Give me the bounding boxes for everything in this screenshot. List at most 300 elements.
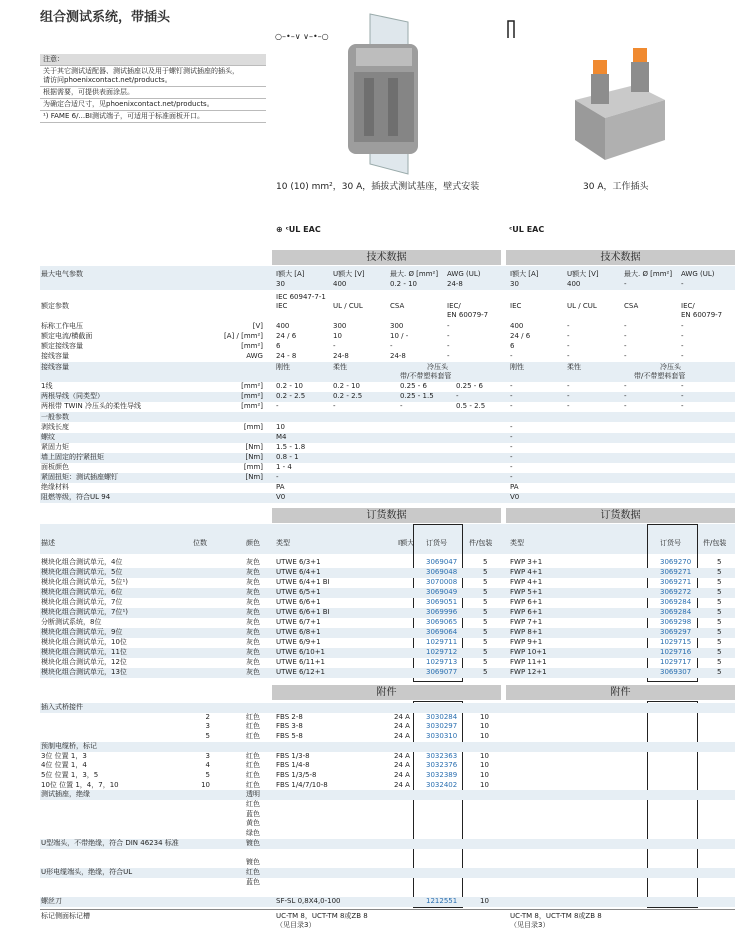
order-pack-right: 5 (717, 608, 722, 616)
acc-type: FBS 2-8 (276, 712, 303, 721)
order-number-left: 3069996 (426, 608, 458, 616)
cert-marks-right: ᶜUL EAC (509, 225, 545, 234)
order-type-right: FWP 9+1 (510, 638, 543, 646)
tech-value-left: 0.5 - 2.5 (456, 402, 486, 410)
order-type-left: UTWE 6/12+1 (276, 668, 326, 676)
acc-type: FBS 1/3-8 (276, 751, 310, 760)
acc-pack: 10 (480, 722, 489, 731)
order-color: 灰色 (246, 668, 260, 676)
order-desc: 模块化组合测试单元，10位 (41, 638, 127, 646)
order-head-color: 颜色 (246, 539, 260, 547)
table-row (40, 608, 735, 618)
acc-desc: 3位 位置 1，3 (41, 751, 87, 760)
tech-value-right: - (681, 342, 684, 350)
tech-row-label: 额定接线容量 (41, 342, 83, 350)
tech-row-unit: [mm] (243, 423, 263, 431)
marker-left-1: UC-TM 8，UCT-TM 8或ZB 8 (276, 912, 368, 920)
order-head-desc: 描述 (41, 539, 55, 547)
tech-row-label: 绝缘材料 (41, 483, 69, 491)
order-number-right: 3069271 (660, 568, 692, 576)
order-number-left: 1029713 (426, 658, 458, 666)
tech-value-left: 0.25 - 1.5 (400, 392, 434, 400)
order-pack-left: 5 (483, 658, 488, 666)
max-head-right: AWG (UL) (681, 270, 715, 278)
acc-type: FBS 1/4/7/10-8 (276, 780, 328, 789)
order-color: 灰色 (246, 628, 260, 636)
tech-row-label: 两根带 TWIN 冷压头的柔性导线 (41, 402, 141, 410)
acc-pos: 4 (205, 761, 210, 770)
order-number-right: 3069284 (660, 598, 692, 606)
tech-value-left: - (447, 352, 450, 360)
acc-pack: 10 (480, 761, 489, 770)
order-pack-left: 5 (483, 588, 488, 596)
order-number-left: 3070008 (426, 578, 458, 586)
order-type-left: UTWE 6/7+1 (276, 618, 321, 626)
tech-row-label: 面板颜色 (41, 463, 69, 471)
conn-label: 接线容量 (41, 363, 69, 371)
tech-value-left: PA (276, 483, 285, 491)
table-row (40, 628, 735, 638)
tech-value-left: - (333, 342, 336, 350)
acc-color: 红色 (246, 770, 260, 779)
acc-pos: 5 (205, 732, 210, 741)
order-type-right: FWP 6+1 (510, 598, 543, 606)
tech-row-label: 接线容量 (41, 352, 69, 360)
tech-value-right: - (510, 443, 513, 451)
table-row (40, 648, 735, 658)
tech-row-label: 螺纹 (41, 433, 55, 441)
max-head-right: 最大. Ø [mm²] (624, 270, 673, 278)
tech-row-band (40, 453, 735, 463)
max-value-right: 30 (510, 280, 519, 288)
max-label: 最大电气参数 (41, 270, 83, 278)
table-row (40, 790, 735, 800)
acc-number: 1212551 (426, 897, 458, 905)
acc-current: 24 A (394, 751, 410, 760)
tech-value-left: - (400, 402, 403, 410)
tech-value-right: 400 (510, 322, 524, 330)
tech-value-left: - (447, 332, 450, 340)
acc-desc: 测试插座，绝缘 (41, 790, 90, 799)
conn-head-rigid: 刚性 (276, 363, 290, 371)
acc-desc: 预制电缆桥，标记 (41, 741, 97, 750)
tech-value-right: - (510, 473, 513, 481)
acc-current: 24 A (394, 722, 410, 731)
order-number-left: 3069051 (426, 598, 458, 606)
order-header-left: 订货数据 (272, 508, 501, 523)
order-desc: 模块化组合测试单元，11位 (41, 648, 127, 656)
order-pack-left: 5 (483, 668, 488, 676)
order-pack-left: 5 (483, 558, 488, 566)
acc-desc: 螺丝刀 (41, 897, 62, 905)
order-type-right: FWP 12+1 (510, 668, 547, 676)
order-pack-left: 5 (483, 628, 488, 636)
order-type-right: FWP 4+1 (510, 568, 543, 576)
left-product-caption: 10 (10) mm²，30 A，插拔式测试基座，壁式安装 (276, 182, 480, 192)
tech-row-unit: [mm²] (241, 392, 263, 400)
order-pack-left: 5 (483, 608, 488, 616)
tech-value-left: 24-8 (390, 352, 406, 360)
order-number-left: 3069064 (426, 628, 458, 636)
order-type-right: FWP 6+1 (510, 608, 543, 616)
right-product-caption: 30 A，工作插头 (583, 182, 649, 192)
rated-head-left: IEC/ (447, 302, 461, 310)
order-pack-right: 5 (717, 638, 722, 646)
tech-row-unit: [mm²] (241, 402, 263, 410)
order-type-left: UTWE 6/6+1 BI (276, 608, 330, 616)
acc-desc: 插入式桥接件 (41, 703, 83, 711)
acc-number: 3032376 (426, 761, 458, 770)
note-line: ¹) FAME 6/...BI测试端子，可适用于标准面板开口。 (40, 110, 266, 122)
order-pack-right: 5 (717, 568, 722, 576)
acc-color: 红色 (246, 732, 260, 741)
conn-head-sleeve-r: 带/不带塑料套管 (634, 372, 686, 380)
tech-value-right: - (510, 402, 513, 410)
tech-value-left: 10 (276, 423, 285, 431)
acc-number: 3030297 (426, 722, 458, 731)
tech-row-band (40, 493, 735, 503)
order-head-pos: 位数 (193, 539, 207, 547)
order-pack-right: 5 (717, 558, 722, 566)
acc-type: FBS 3-8 (276, 722, 303, 731)
test-base-image (330, 12, 430, 177)
acc-pack: 10 (480, 780, 489, 789)
order-number-right: 1029715 (660, 638, 692, 646)
tech-value-left: V0 (276, 493, 286, 501)
order-pack-right: 5 (717, 598, 722, 606)
note-text: 关于其它测试适配器、测试插座以及用于螺钉测试插座的插头， (43, 67, 239, 75)
order-number-right: 3069271 (660, 578, 692, 586)
order-number-left: 3069065 (426, 618, 458, 626)
acc-number: 3032389 (426, 770, 458, 779)
tech-value-right: V0 (510, 493, 520, 501)
tech-row-unit: [Nm] (245, 473, 263, 481)
tech-row-unit: [A] / [mm²] (224, 332, 263, 340)
page-title: 组合测试系统，带插头 (40, 10, 171, 25)
order-pack-right: 5 (717, 658, 722, 666)
rated-head-right: IEC/ (681, 302, 695, 310)
rated-label: 额定参数 (41, 302, 69, 310)
tech-row-unit: [Nm] (245, 443, 263, 451)
tech-value-left: 24 / 6 (276, 332, 297, 340)
order-color: 灰色 (246, 658, 260, 666)
tech-row-label: 紧固力矩 (41, 443, 69, 451)
order-head-type-r: 类型 (510, 539, 524, 547)
order-header-right: 订货数据 (506, 508, 735, 523)
order-number-left: 3069077 (426, 668, 458, 676)
marker-right-1: UC-TM 8，UCT-TM 8或ZB 8 (510, 912, 602, 920)
tech-value-right: - (567, 332, 570, 340)
conn-head-sleeve: 带/不带塑料套管 (400, 372, 452, 380)
note-line: 为确定合适尺寸，见phoenixcontact.net/products。 (40, 98, 266, 110)
conn-head-ferrule: 冷压头 (427, 363, 448, 371)
marker-label: 标记侧面标记槽 (41, 912, 90, 920)
acc-color: 镀色 (246, 858, 260, 867)
table-row (40, 668, 735, 678)
tech-value-left: 0.25 - 6 (400, 382, 428, 390)
acc-desc: 5位 位置 1，3，5 (41, 770, 99, 779)
acc-number: 3032402 (426, 780, 458, 789)
table-row (40, 897, 735, 907)
order-pack-left: 5 (483, 648, 488, 656)
conn-head-flex: 柔性 (333, 363, 347, 371)
tech-row-unit: [mm] (243, 463, 263, 471)
tech-value-left: - (447, 322, 450, 330)
note-line (40, 65, 266, 86)
order-type-right: FWP 4+1 (510, 578, 543, 586)
tech-value-left: 0.2 - 2.5 (276, 392, 306, 400)
order-pack-right: 5 (717, 578, 722, 586)
tech-value-right: - (681, 352, 684, 360)
tech-value-left: - (333, 402, 336, 410)
tech-value-right: - (624, 332, 627, 340)
acc-pack: 10 (480, 770, 489, 779)
tech-row-label: 紧固扭矩：测试插座螺钉 (41, 473, 118, 481)
order-head-pack-r: 件/包装 (703, 539, 727, 547)
tech-row-label: 阻燃等级，符合UL 94 (41, 493, 111, 501)
order-type-left: UTWE 6/4+1 (276, 568, 321, 576)
note-line: 根据需要，可提供表面涂层。 (40, 86, 266, 98)
tech-row-label: 标称工作电压 (41, 322, 83, 330)
acc-color: 透明 (246, 790, 260, 799)
order-head-type: 类型 (276, 539, 290, 547)
tech-value-left: 10 / - (390, 332, 409, 340)
order-head-band (40, 524, 735, 554)
acc-color: 黄色 (246, 819, 260, 828)
tech-value-right: - (510, 382, 513, 390)
acc-desc: 10位 位置 1，4，7，10 (41, 780, 119, 789)
max-value-left: 24-8 (447, 280, 463, 288)
acc-number: 3030284 (426, 712, 458, 721)
tech-value-right: - (510, 392, 513, 400)
order-color: 灰色 (246, 618, 260, 626)
tech-value-left: 24-8 (333, 352, 349, 360)
tech-row-label: 墙上固定的拧紧扭矩 (41, 453, 104, 461)
acc-pos: 3 (205, 751, 210, 760)
tech-value-left: M4 (276, 433, 287, 441)
order-desc: 模块化组合测试单元，9位 (41, 628, 123, 636)
order-type-right: FWP 8+1 (510, 628, 543, 636)
rated-head-right: EN 60079-7 (681, 311, 723, 319)
order-color: 灰色 (246, 558, 260, 566)
order-desc: 模块化组合测试单元，13位 (41, 668, 127, 676)
order-type-left: UTWE 6/8+1 (276, 628, 321, 636)
rated-head-right: IEC (510, 302, 522, 310)
order-number-right: 3069270 (660, 558, 692, 566)
order-desc: 模块化组合测试单元，6位 (41, 588, 123, 596)
order-type-left: UTWE 6/10+1 (276, 648, 326, 656)
rated-head-left: CSA (390, 302, 405, 310)
acc-type: FBS 1/4-8 (276, 761, 310, 770)
acc-number: 3030310 (426, 732, 458, 741)
acc-type: FBS 5-8 (276, 732, 303, 741)
tech-value-right: - (567, 342, 570, 350)
order-number-left: 1029712 (426, 648, 458, 656)
tech-value-right: - (567, 382, 570, 390)
acc-color: 绿色 (246, 829, 260, 838)
conn-head-flex-r: 柔性 (567, 363, 581, 371)
tech-value-left: 0.2 - 10 (276, 382, 304, 390)
order-type-left: UTWE 6/9+1 (276, 638, 321, 646)
rated-head-right: CSA (624, 302, 639, 310)
tech-value-left: 10 (333, 332, 342, 340)
order-head-pack: 件/包装 (469, 539, 493, 547)
conn-head-rigid-r: 刚性 (510, 363, 524, 371)
work-plug-image (565, 40, 675, 170)
tech-value-right: - (624, 352, 627, 360)
tech-value-right: - (567, 322, 570, 330)
general-label: 一般参数 (41, 413, 69, 421)
tech-row-unit: AWG (246, 352, 263, 360)
tech-row-unit: [mm²] (241, 382, 263, 390)
acc-type: FBS 1/3/5-8 (276, 770, 317, 779)
tech-value-left: 300 (390, 322, 404, 330)
order-type-right: FWP 3+1 (510, 558, 543, 566)
order-pack-right: 5 (717, 668, 722, 676)
max-head-right: U额大 [V] (567, 270, 599, 278)
rated-standard: IEC 60947-7-1 (276, 293, 326, 301)
tech-value-right: - (567, 402, 570, 410)
tech-row-label: 两根导线（同类型） (41, 392, 104, 400)
general-band (40, 412, 735, 422)
tech-value-right: - (624, 392, 627, 400)
order-color: 灰色 (246, 568, 260, 576)
max-value-left: 30 (276, 280, 285, 288)
acc-number: 3032363 (426, 751, 458, 760)
acc-desc: U型端头，不带绝缘，符合 DIN 46234 标准 (41, 838, 179, 847)
order-type-left: UTWE 6/3+1 (276, 558, 321, 566)
tech-value-right: - (681, 322, 684, 330)
tech-value-right: - (624, 322, 627, 330)
order-number-left: 1029711 (426, 638, 458, 646)
acc-color: 镀色 (246, 838, 260, 847)
tech-value-right: - (567, 392, 570, 400)
tech-value-left: 0.2 - 2.5 (333, 392, 363, 400)
tech-row-unit: [mm²] (241, 342, 263, 350)
order-type-left: UTWE 6/6+1 (276, 598, 321, 606)
tech-value-left: 0.8 - 1 (276, 453, 299, 461)
acc-desc: 4位 位置 1，4 (41, 761, 87, 770)
acc-pack: 10 (480, 751, 489, 760)
tech-value-left: 0.25 - 6 (456, 382, 484, 390)
acc-current: 24 A (394, 712, 410, 721)
order-color: 灰色 (246, 648, 260, 656)
tech-value-right: - (681, 332, 684, 340)
tech-value-left: 400 (276, 322, 290, 330)
tech-value-left: 6 (276, 342, 281, 350)
order-pack-left: 5 (483, 578, 488, 586)
acc-color: 红色 (246, 867, 260, 876)
acc-pos: 5 (205, 770, 210, 779)
table-row (40, 568, 735, 578)
order-desc: 模块化组合测试单元，7位 (41, 598, 123, 606)
order-type-left: UTWE 6/5+1 (276, 588, 321, 596)
tech-value-right: - (510, 433, 513, 441)
order-number-right: 3069307 (660, 668, 692, 676)
order-type-right: FWP 10+1 (510, 648, 547, 656)
tech-row-band (40, 473, 735, 483)
tech-row-unit: [Nm] (245, 453, 263, 461)
acc-pack: 10 (480, 712, 489, 721)
max-value-right: - (624, 280, 627, 288)
order-number-right: 3069297 (660, 628, 692, 636)
tech-value-right: - (624, 342, 627, 350)
tech-header-left: 技术数据 (272, 250, 501, 265)
tech-value-right: - (567, 352, 570, 360)
marker-left-2: （见目录3） (276, 921, 316, 929)
acc-current: 24 A (394, 770, 410, 779)
marker-row (40, 909, 735, 932)
order-pack-left: 5 (483, 568, 488, 576)
order-pack-right: 5 (717, 648, 722, 656)
order-pack-left: 5 (483, 618, 488, 626)
acc-current: 24 A (394, 780, 410, 789)
order-color: 灰色 (246, 638, 260, 646)
tech-row-label: 1线 (41, 382, 53, 390)
tech-value-left: - (390, 342, 393, 350)
order-desc: 分断测试系统，8位 (41, 618, 102, 626)
tech-value-left: - (456, 392, 459, 400)
order-desc: 模块化组合测试单元，5位 (41, 568, 123, 576)
tech-value-left: - (447, 342, 450, 350)
acc-color: 红色 (246, 800, 260, 808)
tech-value-right: - (681, 382, 684, 390)
tech-value-left: - (276, 473, 279, 481)
rated-head-left: IEC (276, 302, 288, 310)
order-number-right: 3069298 (660, 618, 692, 626)
order-head-no-r: 订货号 (660, 539, 681, 547)
tech-value-right: - (510, 423, 513, 431)
tech-value-left: 1 - 4 (276, 463, 292, 471)
order-desc: 模块化组合测试单元，7位¹) (41, 608, 128, 616)
tech-value-right: PA (510, 483, 519, 491)
acc-color: 红色 (246, 780, 260, 789)
tech-value-left: 0.2 - 10 (333, 382, 361, 390)
tech-value-left: 300 (333, 322, 347, 330)
tech-row-band (40, 433, 735, 443)
acc-header-right: 附件 (506, 685, 735, 700)
acc-current: 24 A (394, 761, 410, 770)
acc-pos: 3 (205, 722, 210, 731)
cert-marks-left: ⊕ ᶜUL EAC (276, 225, 321, 234)
tech-value-right: - (624, 402, 627, 410)
max-value-left: 0.2 - 10 (390, 280, 418, 288)
table-row (40, 588, 735, 598)
tech-value-right: 24 / 6 (510, 332, 531, 340)
order-type-right: FWP 5+1 (510, 588, 543, 596)
conn-band (40, 362, 735, 382)
order-type-right: FWP 7+1 (510, 618, 543, 626)
rated-head-right: UL / CUL (567, 302, 597, 310)
acc-color: 红色 (246, 722, 260, 731)
tech-row-unit: [V] (252, 322, 263, 330)
rated-head-left: EN 60079-7 (447, 311, 489, 319)
tech-header-right: 技术数据 (506, 250, 735, 265)
table-row (40, 703, 735, 713)
order-desc: 模块化组合测试单元，4位 (41, 558, 123, 566)
tech-value-right: 6 (510, 342, 515, 350)
tech-row-band (40, 392, 735, 402)
max-head-right: I额大 [A] (510, 270, 539, 278)
connection-symbols: ○–•–∨ ∨–•–○ (275, 32, 329, 41)
order-number-left: 3069049 (426, 588, 458, 596)
acc-color: 蓝色 (246, 877, 260, 886)
order-pack-right: 5 (717, 628, 722, 636)
max-value-left: 400 (333, 280, 347, 288)
acc-pos: 10 (201, 780, 210, 789)
order-color: 灰色 (246, 598, 260, 606)
notes-header: 注意： (40, 54, 266, 65)
